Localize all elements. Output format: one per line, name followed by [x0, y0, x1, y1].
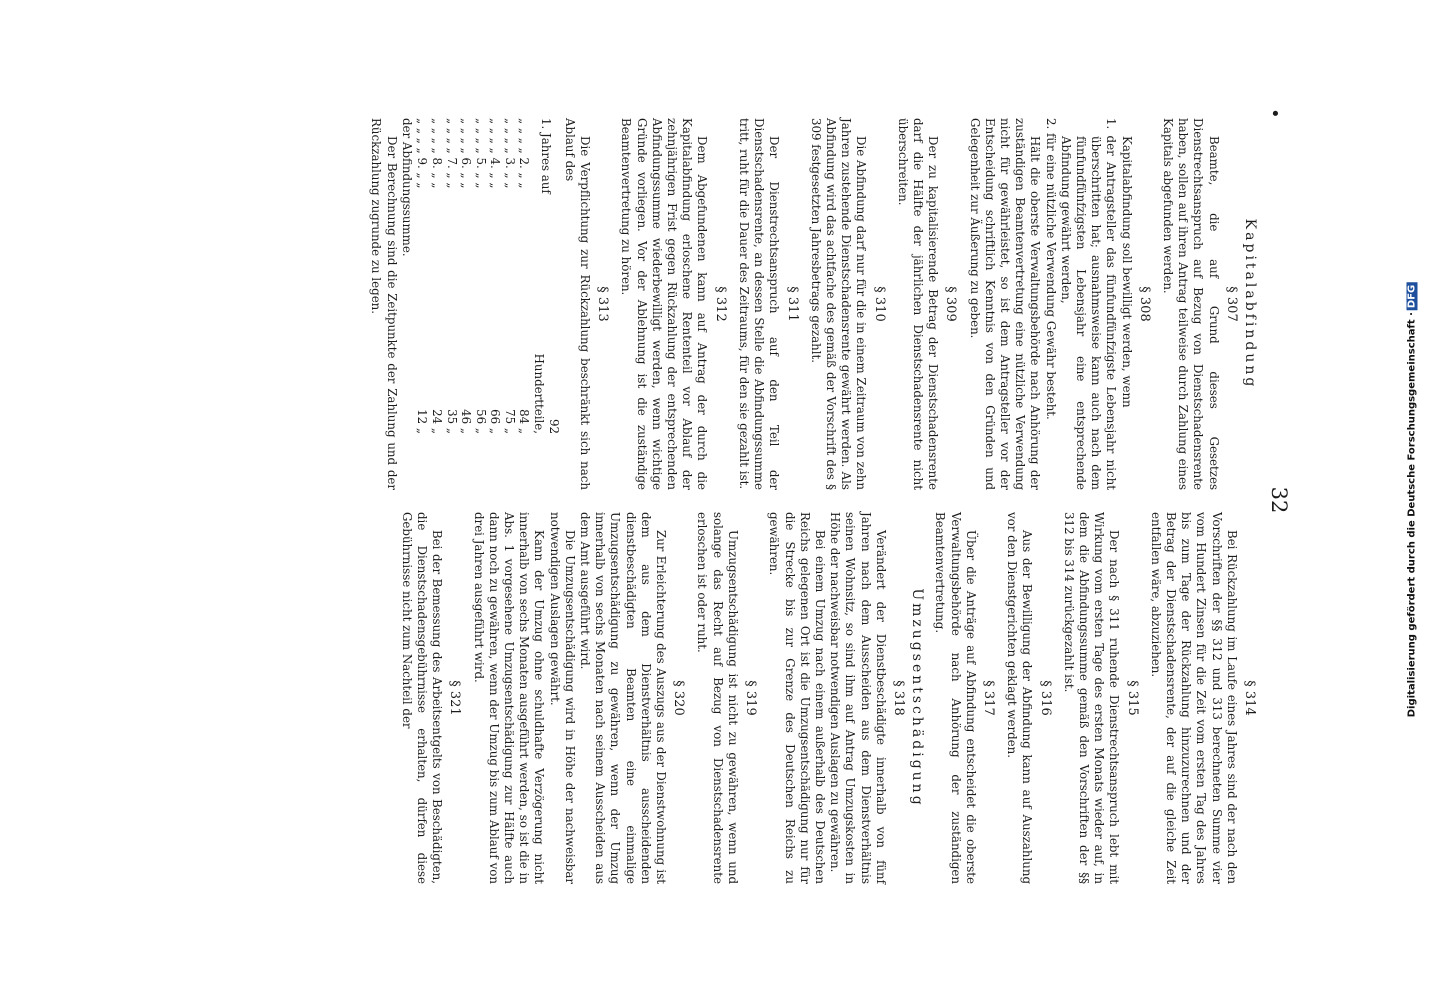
dfg-watermark: [1407, 283, 1418, 718]
paragraph-320-text-3: Kann der Umzug ohne schuldhafte Verzögerung nicht innerhalb von sechs Monaten ausgeführt werden, so ist die in Abs. 1 vorgesehene Umzugsentschädigung zur Hälfte auch dann noch zu gewähren, wenn der Umzug bis zum Ablauf von drei Jahren ausgeführt wird.: [471, 512, 547, 884]
schedule-year-label: „ „ „ „ 4. „ „: [488, 118, 503, 189]
schedule-year-label: „ „ „ „ 2. „ „: [517, 118, 532, 189]
paragraph-307-text: Beamte, die auf Grund dieses Gesetzes Dienstrechtsanspruch auf Bezug von Dienstschadensrente haben, sollen auf ihren Antrag teilweise durch Zahlung eines Kapitals abgefunden werden.: [1160, 118, 1221, 490]
paragraph-heading-319: § 319: [743, 680, 759, 716]
schedule-row: [444, 118, 459, 490]
schedule-year-label: „ „ „ „ 9. „ „: [415, 118, 430, 189]
scan-speck: •: [1264, 108, 1285, 119]
paragraph-heading-314: § 314: [1242, 680, 1257, 716]
schedule-percentage: 92 Hundertteile,: [532, 353, 561, 435]
schedule-row: [531, 118, 560, 490]
paragraph-heading-310: § 310: [871, 286, 887, 322]
schedule-percentage: 66 „: [488, 409, 503, 434]
schedule-row: [502, 118, 517, 490]
paragraph-313-tail: der Abfindungssumme.: [399, 118, 414, 257]
paragraph-heading-311: § 311: [784, 286, 800, 322]
schedule-row: [517, 118, 532, 490]
watermark-text: Digitalisierung gefördert durch die Deutsche Forschungsgemeinschaft ·: [1406, 312, 1418, 718]
schedule-year-label: „ „ „ „ 5. „ „: [473, 118, 488, 189]
schedule-year-label: „ „ „ „ 6. „ „: [459, 118, 474, 189]
paragraph-heading-307: § 307: [1223, 286, 1239, 322]
paragraph-318-text: Verändert der Dienstbeschädigte innerhalb von fünf Jahren nach dem Ausscheiden aus dem Dienstverhältnis seinen Wohnsitz, so sind ihm auf Antrag Umzugskosten in Höhe der nachweisbar notwendigen Auslagen zu gewähren.: [828, 512, 888, 884]
paragraph-308-conditions: [1042, 118, 1118, 490]
right-column: [399, 512, 1257, 884]
paragraph-320-text-2: Die Umzugsentschädigung wird in Höhe der nachweisbar notwendigen Auslagen gewährt.: [547, 512, 577, 884]
paragraph-316-text: Aus der Bewilligung der Abfindung kann auf Auszahlung vor den Dienstgerichten geklagt werden.: [1005, 512, 1035, 884]
paragraph-heading-316: § 316: [1037, 680, 1053, 716]
paragraph-308-text: Hält die oberste Verwaltungsbehörde nach Anhörung der zuständigen Beamtenvertretung eine nützliche Verwendung nicht für gewährleistet, so ist dem Antragsteller vor der Entscheidung schriftlich Kenntnis von den Gründen und Gelegenheit zur Äußerung zu geben.: [967, 118, 1043, 490]
paragraph-heading-317: § 317: [980, 680, 996, 716]
paragraph-319-text: Umzugsentschädigung ist nicht zu gewähren, wenn und solange das Recht auf Bezug von Dienstschadensrente erloschen ist oder ruht.: [695, 512, 740, 884]
paragraph-heading-321: § 321: [447, 680, 463, 716]
paragraph-314-text: Bei Rückzahlung im Laufe eines Jahres sind der nach den Vorschriften der §§ 312 und 313 berechneten Summe vier vom Hundert Zinsen für die Zeit vom ersten Tag des Jahres bis zum Tage der Rückzahlung hinzuzurechnen und der Betrag der Dienstschadensrente, der auf die gleiche Zeit entfallen wäre, abzuziehen.: [1148, 512, 1239, 884]
paragraph-312-text: Dem Abgefundenen kann auf Antrag der durch die Kapitalabfindung erloschene Rententeil vor Ablauf der zehnjährigen Frist gegen Rückzahlung der entsprechenden Abfindungssumme wiederbewilligt werden, wenn wichtige Gründe vorliegen. Vor der Ablehnung ist die zuständige Beamtenvertretung zu hören.: [619, 118, 710, 490]
schedule-row: [415, 118, 430, 490]
paragraph-heading-320: § 320: [671, 680, 687, 716]
paragraph-heading-313: § 313: [595, 286, 611, 322]
paragraph-308-intro: Kapitalabfindung soll bewilligt werden, wenn: [1119, 136, 1134, 408]
paragraph-309-text: Der zu kapitalisierende Betrag der Dienstschadensrente darf die Hälfte der jährlichen Dienstschadensrente nicht überschreiten.: [895, 118, 941, 490]
paragraph-321-text: Bei der Bemessung des Arbeitsentgelts von Beschädigten, die Dienstschadensgebührnisse erhalten, dürfen diese Gebührnisse nicht zum Nachteil der: [399, 512, 445, 884]
schedule-year-label: „ „ „ „ 3. „ „: [502, 118, 517, 189]
schedule-year-label: „ „ „ „ 7. „ „: [444, 118, 459, 189]
paragraph-heading-318: § 318: [890, 680, 906, 716]
schedule-row: [429, 118, 444, 490]
schedule-row: [473, 118, 488, 490]
paragraph-311-text: Der Dienstrechtsanspruch auf den Teil der Dienstschadensrente, an dessen Stelle die Abfindungssumme tritt, ruht für die Dauer des Zeitraums, für den sie gezahlt ist.: [736, 118, 782, 490]
document-page: [137, 100, 1297, 900]
condition-item: 2. für eine nützliche Verwendung Gewähr besteht.: [1043, 118, 1058, 420]
paragraph-heading-308: § 308: [1136, 286, 1152, 322]
schedule-percentage: 84 „: [517, 409, 532, 434]
repayment-schedule-table: [415, 118, 561, 490]
schedule-percentage: 35 „: [444, 409, 459, 434]
paragraph-heading-309: § 309: [943, 286, 959, 322]
schedule-percentage: 24 „: [429, 409, 444, 434]
dfg-logo: DFG: [1406, 284, 1418, 309]
section-title-kapitalabfindung: Kapitalabfindung: [1242, 218, 1258, 390]
schedule-year-label: 1. Jahres auf: [539, 118, 554, 194]
paragraph-313-text: Der Berechnung sind die Zeitpunkte der Zahlung und der Rückzahlung zugrunde zu legen.: [369, 118, 399, 490]
paragraph-310-text: Die Abfindung darf nur für die in einem Zeitraum von zehn Jahren zustehende Dienstschadensrente gewährt werden. Als Abfindung wird das achtfache des gemäß der Vorschrift des § 309 festgesetzten Jahresbetrags gezahlt.: [808, 118, 869, 490]
paragraph-heading-312: § 312: [712, 286, 728, 322]
left-column: [368, 118, 1257, 490]
paragraph-320-text: Zur Erleichterung des Auszugs aus der Dienstwohnung ist dem aus dem Dienstverhältnis ausscheidenden dienstbeschädigten Beamten eine einmalige Umzugsentschädigung zu gewähren, wenn der Umzug innerhalb von sechs Monaten nach seinem Ausscheiden aus dem Amt ausgeführt wird.: [578, 512, 669, 884]
paragraph-315-text: Der nach § 311 ruhende Dienstrechtsanspruch lebt mit Wirkung vom ersten Tage des ersten Monats wieder auf, in dem die Abfindungssumme gemäß den Vorschriften der §§ 312 bis 314 zurückgezahlt ist.: [1061, 512, 1122, 884]
paragraph-318-text-2: Bei einem Umzug nach einem außerhalb des Deutschen Reichs gelegenen Ort ist die Umzugsentschädigung nur für die Strecke bis zur Grenze des Deutschen Reichs zu gewähren.: [767, 512, 827, 884]
schedule-row: [459, 118, 474, 490]
condition-item: 1. der Antragsteller das fünfundfünfzigste Lebensjahr nicht überschritten hat; ausnahmsweise kann auch nach dem fünfundfünfzigsten Lebensjahr eine entsprechende Abfindung gewährt werden,: [1058, 118, 1119, 490]
paragraph-heading-315: § 315: [1124, 680, 1140, 716]
schedule-year-label: „ „ „ „ 8. „ „: [429, 118, 444, 189]
schedule-row: [488, 118, 503, 490]
paragraph-317-text: Über die Anträge auf Abfindung entscheidet die oberste Verwaltungsbehörde nach Anhörung der zuständigen Beamtenvertretung.: [933, 512, 978, 884]
schedule-percentage: 56 „: [473, 409, 488, 434]
schedule-percentage: 12 „: [415, 409, 430, 434]
page-number: 32: [1267, 486, 1291, 514]
section-title-umzugsentschaedigung: Umzugsentschädigung: [909, 588, 926, 808]
paragraph-313-intro: Die Verpflichtung zur Rückzahlung beschränkt sich nach Ablauf des: [562, 118, 593, 490]
schedule-percentage: 75 „: [502, 409, 517, 434]
schedule-percentage: 46 „: [459, 409, 474, 434]
